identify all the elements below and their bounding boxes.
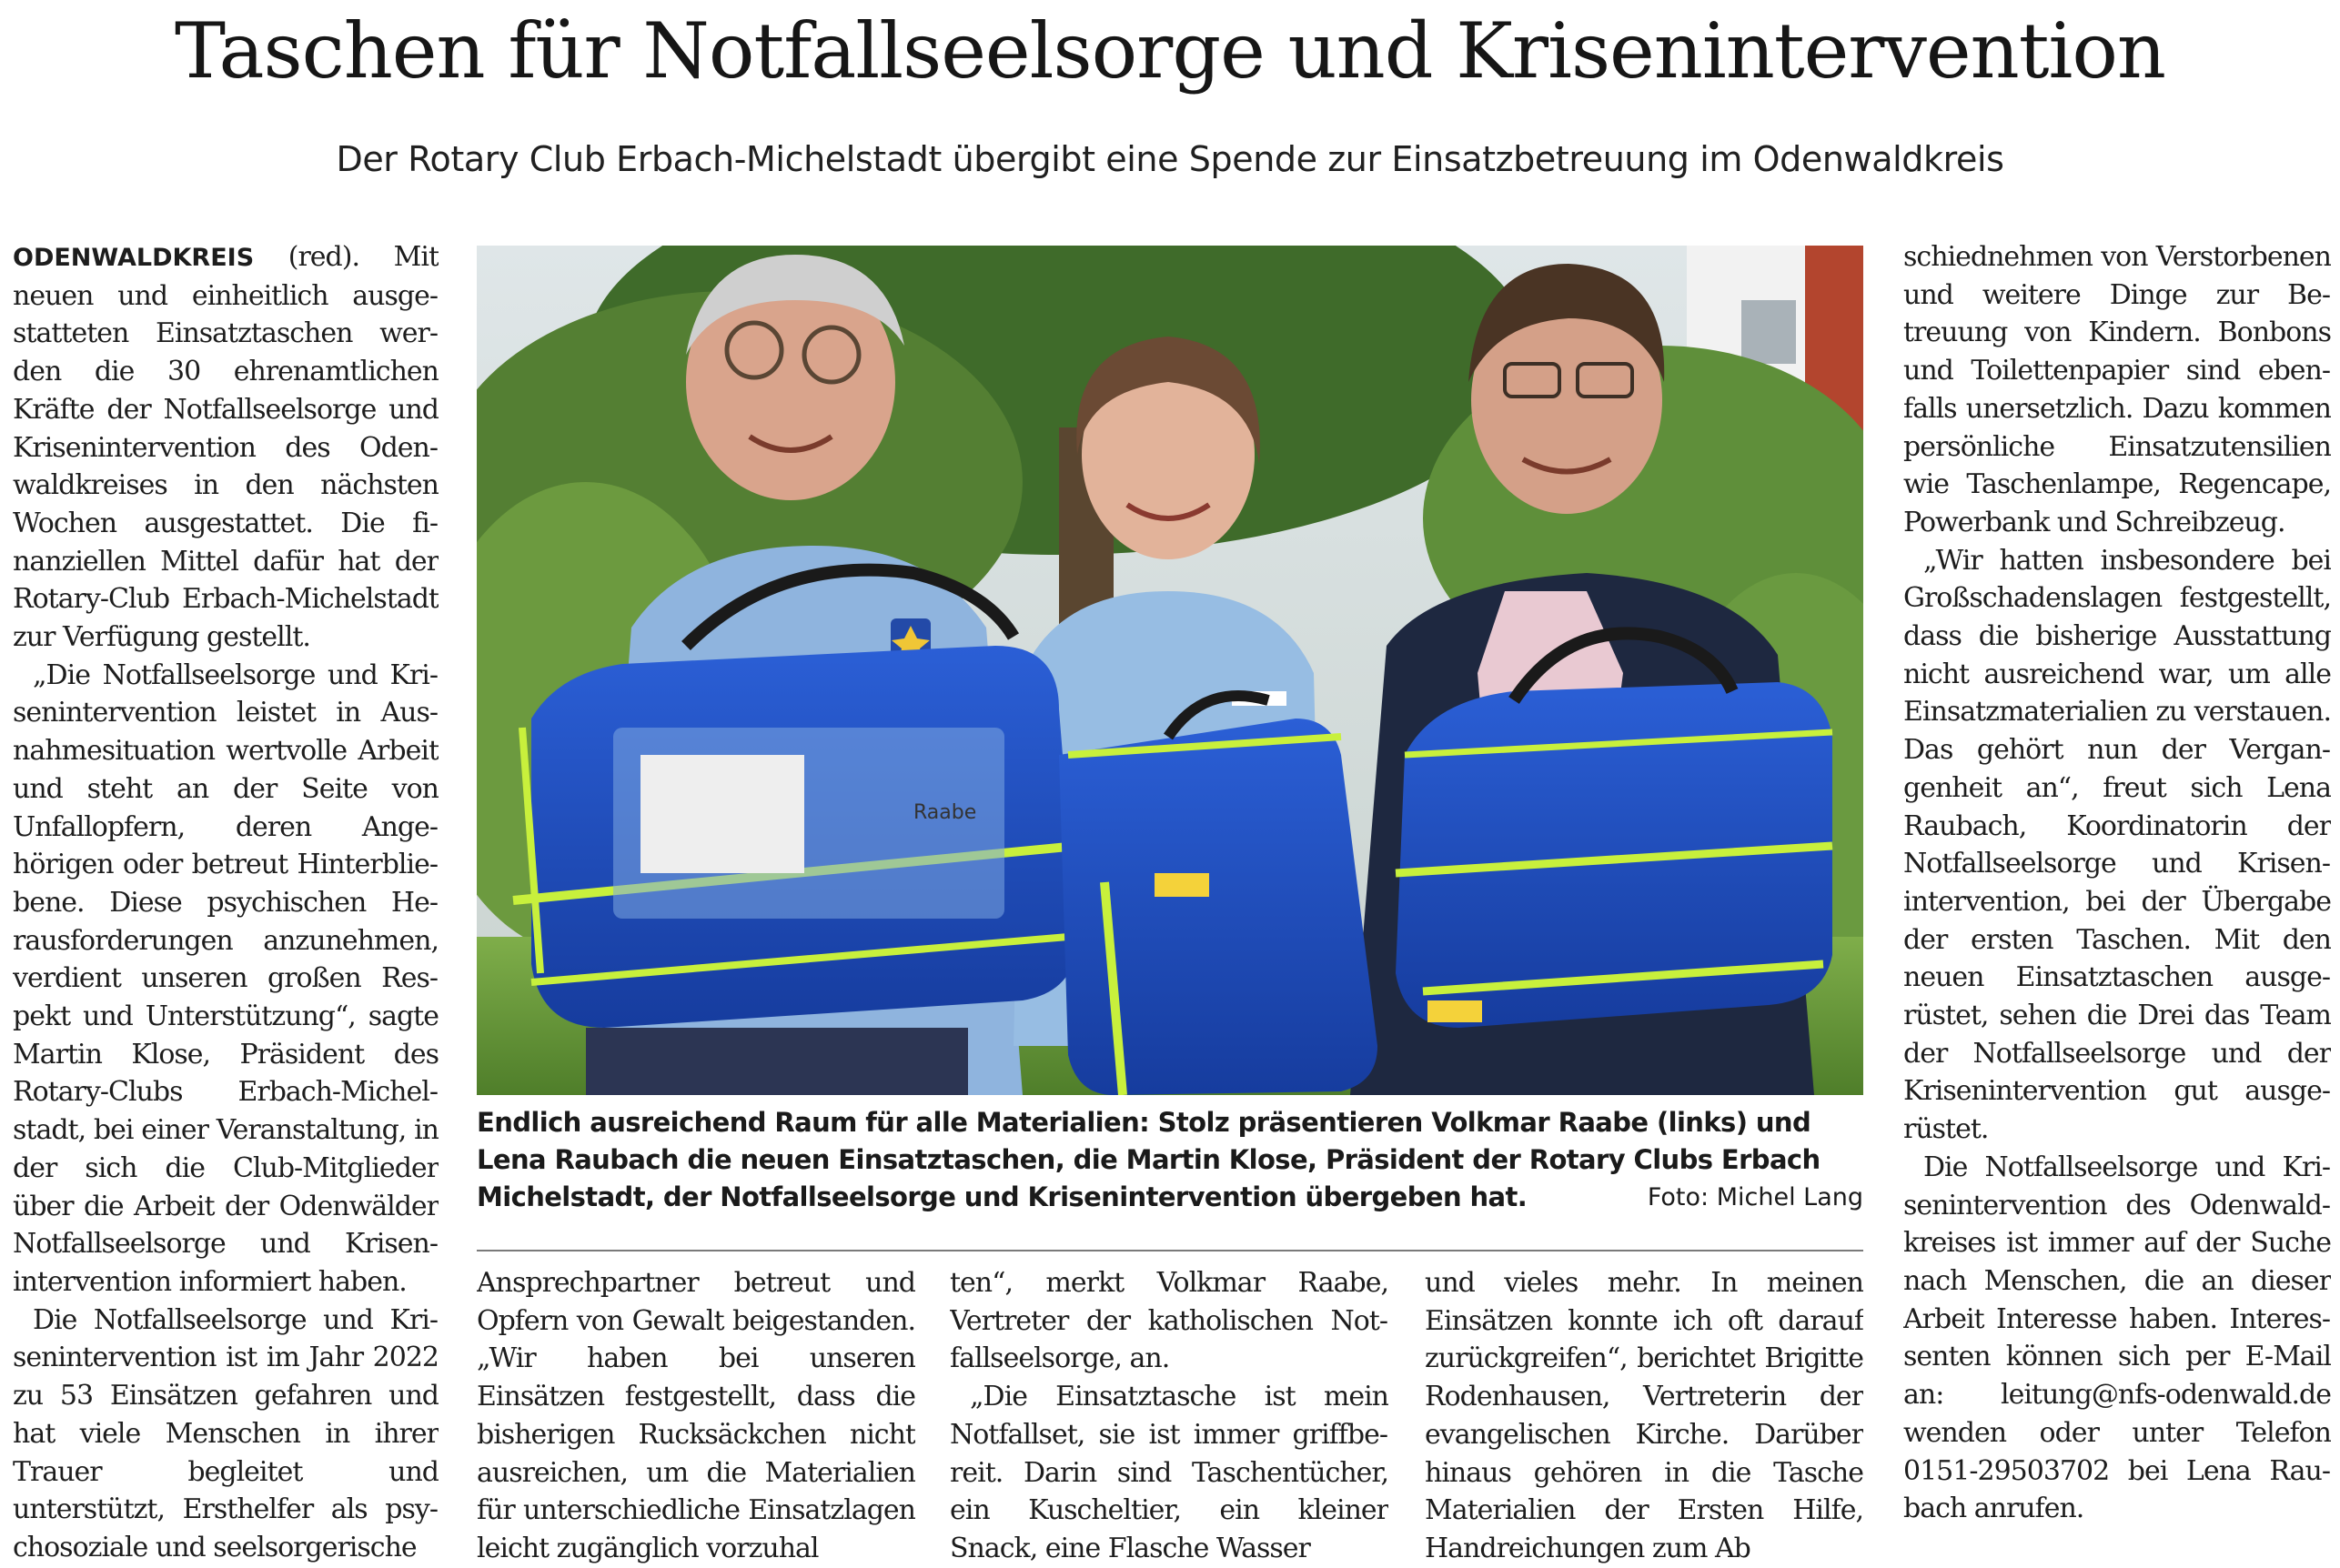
headline: Taschen für Notfallseelsorge und Krisenintervention	[174, 6, 2166, 95]
article-column-5	[1903, 238, 2331, 1566]
caption-text: Endlich ausreichend Raum für alle Materialien: Stolz präsentieren Volkmar Raabe (links) und Lena Raubach die neuen Einsatztaschen, die Martin Klose, Präsident der Rotary Clubs Erbach Michelstadt, der Notfallseelsorge und Krisenintervention übergeben hat.	[477, 1107, 1821, 1212]
paragraph: „Die Notfallseelsorge und Krisenintervention leistet in Ausnahmesituation wertvolle Arbeit und steht an der Seite von Unfallopfern, deren Angehörigen oder betreut Hinterbliebene. Diese psychischen Herausforderungen anzunehmen, verdient unseren großen Respekt und Unterstützung“, sagte Martin Klose, Präsident des Rotary-Clubs Erbach-Michelstadt, bei einer Veranstaltung, in der sich die Club-Mitglieder über die Arbeit der Odenwälder Notfallseelsorge und Krisenintervention informiert haben.	[13, 658, 439, 1298]
dateline: ODENWALDKREIS	[13, 244, 255, 272]
photo-credit: Foto: Michel Lang	[1647, 1183, 1863, 1211]
article-column-4	[1425, 1264, 1863, 1568]
paragraph: „Wir hatten insbesondere bei Großschadenslagen festgestellt, dass die bisherige Ausstattung nicht ausreichend war, um alle Einsatzmaterialien zu verstauen. Das gehört nun der Vergangenheit an“, freut sich Lena Raubach, Koordinatorin der Notfallseelsorge und Krisenintervention, bei der Übergabe der ersten Taschen. Mit den neuen Einsatztaschen ausgerüstet, sehen die Drei das Team der Notfallseelsorge und der Krisenintervention gut ausgerüstet.	[1903, 544, 2331, 1146]
photo-caption	[477, 1104, 1863, 1216]
caption-divider	[477, 1250, 1863, 1251]
paragraph: Die Notfallseelsorge und Krisenintervention des Odenwaldkreises ist immer auf der Suche nach Menschen, die an dieser Arbeit Interesse haben. Interessenten können sich per E-Mail an: leitung@nfs-odenwald.de wenden oder unter Telefon 0151-29503702 bei Lena Raubach anrufen.	[1903, 1151, 2331, 1525]
article-column-1	[13, 238, 439, 1566]
bag-middle	[1059, 696, 1377, 1095]
article-column-3	[950, 1264, 1388, 1568]
subheadline: Der Rotary Club Erbach-Michelstadt übergibt eine Spende zur Einsatzbetreuung im Odenwaldkreis	[336, 139, 2004, 179]
paragraph: „Die Einsatztasche ist mein Notfallset, sie ist immer griffbereit. Darin sind Taschentücher, ein Kuscheltier, ein kleiner Snack, eine Flasche Wasser	[950, 1381, 1388, 1564]
bag-nameplate: Raabe	[913, 801, 977, 824]
article-photo	[477, 246, 1863, 1095]
paragraph: Ansprechpartner betreut und Opfern von Gewalt beigestanden. „Wir haben bei unseren Einsätzen festgestellt, dass die bisherigen Rucksäckchen nicht ausreichen, um die Materialien für unterschiedliche Einsatzlagen leicht zugänglich vorzuhal	[477, 1267, 915, 1564]
paragraph: schiednehmen von Verstorbenen und weitere Dinge zur Betreuung von Kindern. Bonbons und Toilettenpapier sind ebenfalls unersetzlich. Dazu kommen persönliche Einsatzutensilien wie Taschenlampe, Regencape, Powerbank und Schreibzeug.	[1903, 241, 2331, 538]
article-column-2	[477, 1264, 915, 1568]
paragraph: (red). Mit neuen und einheitlich ausgestatteten Einsatztaschen werden die 30 ehrenamtlichen Kräfte der Notfallseelsorge und Krisenintervention des Odenwaldkreises in den nächsten Wochen ausgestattet. Die finanziellen Mittel dafür hat der Rotary-Club Erbach-Michelstadt zur Verfügung gestellt.	[13, 241, 439, 654]
paragraph: Die Notfallseelsorge und Krisenintervention ist im Jahr 2022 zu 53 Einsätzen gefahren und hat viele Menschen in ihrer Trauer begleitet und unterstützt, Ersthelfer als psychosoziale und seelsorgerische	[13, 1303, 439, 1563]
paragraph: ten“, merkt Volkmar Raabe, Vertreter der katholischen Notfallseelsorge, an.	[950, 1267, 1388, 1375]
paragraph: und vieles mehr. In meinen Einsätzen konnte ich oft darauf zurückgreifen“, berichtet Brigitte Rodenhausen, Vertreterin der evangelischen Kirche. Darüber hinaus gehören in die Tasche Materialien der Ersten Hilfe, Handreichungen zum Ab	[1425, 1267, 1863, 1564]
